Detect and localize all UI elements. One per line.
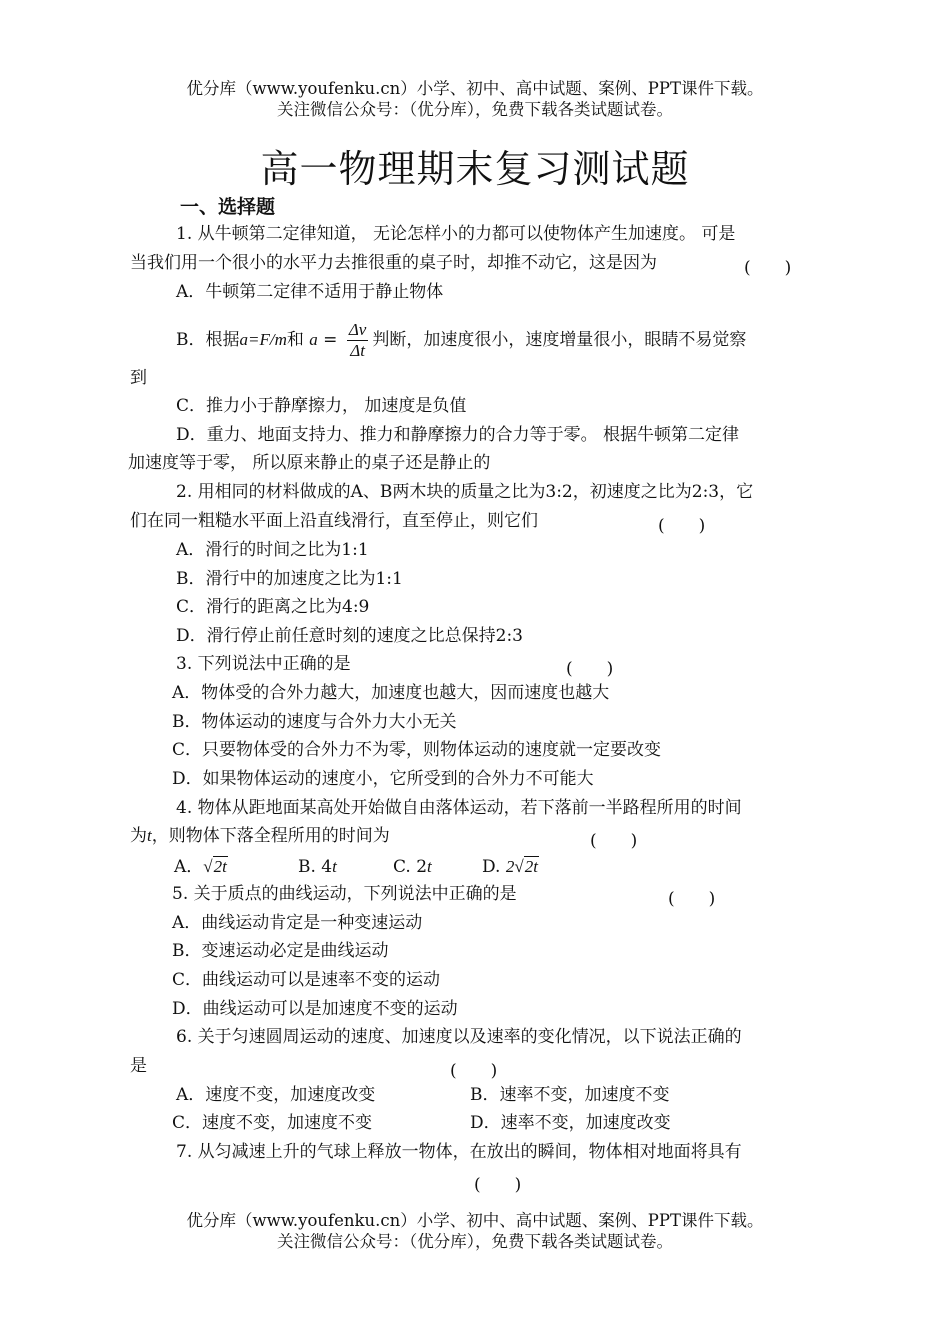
fraction-denominator: Δt <box>350 341 365 360</box>
q4-option-d-label: D. <box>482 857 501 877</box>
q1-option-b-prefix: B．根据 <box>176 330 240 350</box>
q5-option-a: A．曲线运动肯定是一种变速运动 <box>172 913 423 933</box>
q1-line-2: 当我们用一个很小的水平力去推很重的桌子时，却推不动它，这是因为 <box>130 253 657 273</box>
q6-option-d: D．速率不变，加速度改变 <box>470 1113 671 1133</box>
page-title: 高一物理期末复习测试题 <box>260 147 690 191</box>
footer-line-2: 关注微信公众号：（优分库），免费下载各类试题试卷。 <box>277 1232 673 1251</box>
q4-option-b-label: B. 4 <box>298 857 333 877</box>
q1-option-c: C．推力小于静摩擦力， 加速度是负值 <box>176 396 467 416</box>
fraction-numerator: Δv <box>348 320 367 339</box>
q3-option-d: D．如果物体运动的速度小，它所受到的合外力不可能大 <box>172 769 594 789</box>
q4-line-2 <box>130 824 390 848</box>
q4-line-2-prefix: 为 <box>130 826 147 846</box>
q4-option-c <box>393 855 432 879</box>
sqrt-symbol: √2t <box>203 857 227 876</box>
q1-option-b-formula: a=F/m <box>239 330 287 349</box>
header-line-2: 关注微信公众号：（优分库），免费下载各类试题试卷。 <box>277 100 673 119</box>
q7-line-1: 7. 从匀减速上升的气球上释放一物体，在放出的瞬间，物体相对地面将具有 <box>176 1142 742 1162</box>
q1-option-b-a: a <box>309 330 318 349</box>
q2-option-c: C．滑行的距离之比为4:9 <box>176 597 370 617</box>
q2-option-a: A．滑行的时间之比为1:1 <box>176 540 369 560</box>
q1-option-b-suffix: 判断，加速度很小，速度增量很小，眼睛不易觉察 <box>372 330 747 350</box>
q6-option-c: C．速度不变，加速度不变 <box>172 1113 373 1133</box>
q4-option-a-radicand: 2t <box>213 857 227 876</box>
q2-answer-paren: ( ) <box>658 516 706 536</box>
q4-option-d-coef: 2 <box>505 857 515 876</box>
q4-option-c-t: t <box>427 857 432 876</box>
q2-line-2: 们在同一粗糙水平面上沿直线滑行，直至停止，则它们 <box>130 511 538 531</box>
q4-option-b-t: t <box>332 857 337 876</box>
q4-option-d-radicand: 2t <box>524 857 538 876</box>
footer-line-1: 优分库（www.youfenku.cn）小学、初中、高中试题、案例、PPT课件下载。 <box>186 1211 764 1230</box>
sqrt-symbol: √2t <box>514 857 538 876</box>
q5-option-d: D．曲线运动可以是加速度不变的运动 <box>172 999 458 1019</box>
q3-option-a: A．物体受的合外力越大，加速度也越大，因而速度也越大 <box>172 683 610 703</box>
q6-line-2: 是 <box>130 1056 147 1076</box>
q4-option-b <box>298 855 337 879</box>
q2-option-b: B．滑行中的加速度之比为1:1 <box>176 569 403 589</box>
q4-option-d <box>482 855 539 879</box>
q1-option-d-line-1: D．重力、地面支持力、推力和静摩擦力的合力等于零。 根据牛顿第二定律 <box>176 425 740 445</box>
q3-option-c: C．只要物体受的合外力不为零，则物体运动的速度就一定要改变 <box>172 740 662 760</box>
q6-answer-paren: ( ) <box>450 1061 498 1081</box>
q1-option-b <box>176 320 746 361</box>
q3-option-b: B．物体运动的速度与合外力大小无关 <box>172 712 457 732</box>
q1-option-b-cont: 到 <box>130 368 147 388</box>
q3-line-1: 3. 下列说法中正确的是 <box>176 654 351 674</box>
q5-option-c: C．曲线运动可以是速率不变的运动 <box>172 970 441 990</box>
q2-line-1: 2. 用相同的材料做成的A、B两木块的质量之比为3:2，初速度之比为2:3，它 <box>176 482 754 502</box>
q6-option-a: A．速度不变，加速度改变 <box>176 1085 376 1105</box>
q4-option-a-label: A． <box>174 857 204 877</box>
q1-answer-paren: ( ) <box>744 258 792 278</box>
q5-answer-paren: ( ) <box>668 889 716 909</box>
q4-answer-paren: ( ) <box>590 831 638 851</box>
q2-option-d: D．滑行停止前任意时刻的速度之比总保持2:3 <box>176 626 523 646</box>
q4-option-c-label: C. 2 <box>393 857 428 877</box>
q1-line-1: 1. 从牛顿第二定律知道， 无论怎样小的力都可以使物体产生加速度。 可是 <box>176 224 736 244</box>
q1-option-d-line-2: 加速度等于零， 所以原来静止的桌子还是静止的 <box>128 453 491 473</box>
q4-line-2-t: t <box>147 826 152 845</box>
q1-option-b-and: 和 <box>286 330 304 350</box>
q1-option-b-fraction <box>347 320 369 361</box>
q4-line-2-suffix: ，则物体下落全程所用的时间为 <box>151 826 390 846</box>
section-heading: 一、选择题 <box>180 196 276 218</box>
q1-option-b-eq: = <box>323 330 338 350</box>
q3-answer-paren: ( ) <box>566 659 614 679</box>
q7-answer-paren: ( ) <box>474 1175 522 1195</box>
q4-line-1: 4. 物体从距地面某高处开始做自由落体运动，若下落前一半路程所用的时间 <box>176 798 742 818</box>
q5-line-1: 5. 关于质点的曲线运动，下列说法中正确的是 <box>172 884 517 904</box>
q1-option-a: A．牛顿第二定律不适用于静止物体 <box>176 282 444 302</box>
q5-option-b: B．变速运动必定是曲线运动 <box>172 941 389 961</box>
q4-option-a <box>174 855 228 879</box>
header-line-1: 优分库（www.youfenku.cn）小学、初中、高中试题、案例、PPT课件下载。 <box>186 79 764 98</box>
q6-option-b: B．速率不变，加速度不变 <box>470 1085 670 1105</box>
q6-line-1: 6. 关于匀速圆周运动的速度、加速度以及速率的变化情况，以下说法正确的 <box>176 1027 742 1047</box>
